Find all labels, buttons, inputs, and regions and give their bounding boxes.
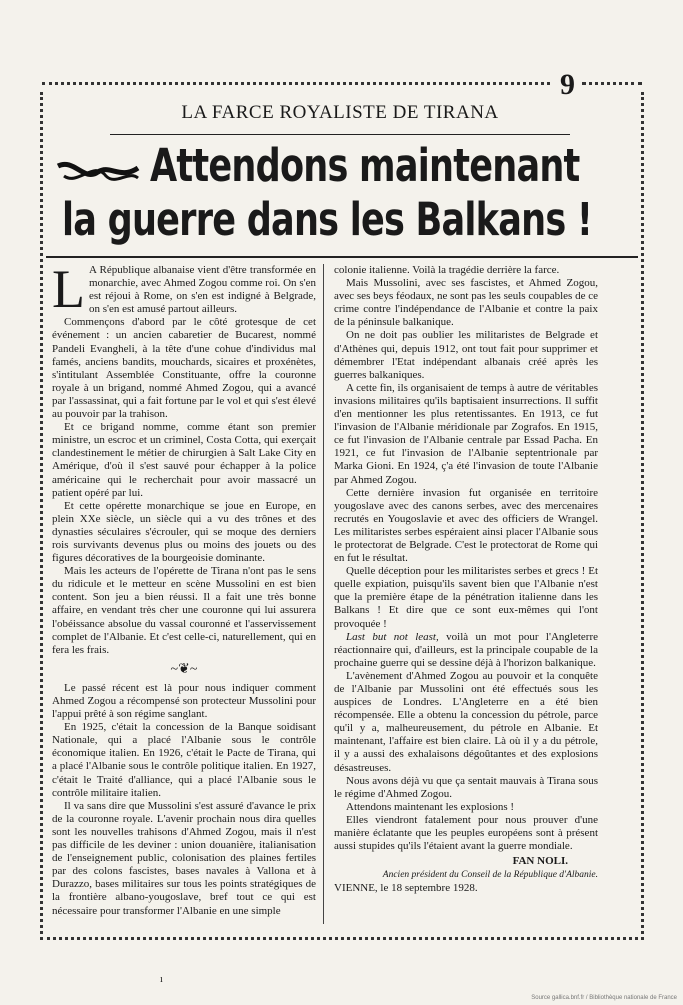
paragraph: Et cette opérette monarchique se joue en Europe, en plein XXe siècle, un siècle qui a vu des trônes et des dynasties séculaires s'écrouler, qui se moque des derniers rois survivants devenus plus ou moins des jouets ou des figures décoratives de la bourgeoisie dominante. <box>52 499 316 565</box>
paragraph: En 1925, c'était la concession de la Banque soidisant Nationale, qui a placé l'Albanie sous le contrôle économique italien. En 1926, c'était le Pacte de Tirana, qui a placé l'Albanie sous le contrôle politique italien. En 1927, c'était le Traité d'alliance, qui a placé l'Albanie sous le contrôle militaire italien. <box>52 721 316 799</box>
headline-line-2: la guerre dans les Balkans ! <box>62 193 593 246</box>
paragraph: Cette dernière invasion fut organisée en territoire yougoslave avec des canons serbes, avec des mercenaires recrutés en Yougoslavie et avec des officiers de Wrangel. Les militaristes serbes espéraient ainsi placer l'Albanie sous le protectorat de Belgrade. C'est le protectorat de Rome qui en fut le résultat. <box>334 486 598 565</box>
page-mark: ı <box>160 974 163 985</box>
paragraph: On ne doit pas oublier les militaristes de Belgrade et d'Athènes qui, depuis 1912, ont tout fait pour supprimer et démembrer l'Etat indépendant albanais créé après les guerres balkaniques. <box>334 329 598 381</box>
paragraph: A cette fin, ils organisaient de temps à autre de véritables invasions militaires qu'ils baptisaient insurrections. Il suffit d'en mentionner les plus retentissantes. En 1913, ce fut l'invasion de l'Albanie méridionale par Zografos. En 1915, ce fut l'invasion de l'Albanie centrale par Essad Pacha. En 1921, ce fut l'invasion de l'Albanie septentrionale par Marka Gioni. En 1924, ç'a été l'invasion de toute l'Albanie par Ahmed Zogou. <box>334 381 598 486</box>
left-column <box>52 259 316 918</box>
top-dotted-rule-right <box>582 82 642 85</box>
swirl-ornament-icon <box>54 156 142 186</box>
author-signature: FAN NOLI. <box>512 855 568 868</box>
paragraph: Mais les acteurs de l'opérette de Tirana n'ont pas le sens du ridicule et le metteur en scène Mussolini en est bien content. Son jeu a bien réussi. Il a fait une très bonne affaire, en vendant très cher une couronne qui lui assurera l'obéissance absolue du vassal couronné et l'asservissement complet de l'Albanie. Et c'est celle-ci, naturellement, qui en fera les frais. <box>52 565 316 656</box>
drop-cap: L <box>52 259 85 319</box>
paragraph: Nous avons déjà vu que ça sentait mauvais à Tirana sous le régime d'Ahmed Zogou. <box>334 774 598 800</box>
paragraph: L'avènement d'Ahmed Zogou au pouvoir et la conquête de l'Albanie par Mussolini ont été effectués sous les auspices de Londres. L'Angleterre en a été bien récompensée. Elle a obtenu la concession du pétrole, parce qu'il y a, malheureusement, du pétrole en Albanie. Et maintenant, l'affaire est bien claire. Là où il y a du pétrole, il y a aussi des exhalaisons dégoûtantes et des explosions désastreuses. <box>334 669 598 774</box>
italic-phrase: Last but not least, <box>346 630 439 643</box>
headline-rule <box>46 256 638 258</box>
paragraph: Elles viendront fatalement pour nous prouver d'une manière éclatante que les peuples européens sont à présent aussi stupides qu'ils l'étaient avant la guerre mondiale. <box>334 813 598 853</box>
dateline: VIENNE, le 18 septembre 1928. <box>334 882 478 895</box>
paragraph: Commençons d'abord par le côté grotesque de cet événement : un ancien cabaretier de Bucarest, nommé Pandeli Evangheli, à la tête d'une cohue d'individus mal famés, anciens bandits, mouchards, sicaires et proxénètes, s'intitulant Assemblée Constituante, offre la couronne royale à un brigand, nommé Ahmed Zogou, qui a avancé par l'assassinat, qui a fait fortune par le vol et qui s'est élevé au pouvoir par la trahison. <box>52 316 316 421</box>
paragraph: Il va sans dire que Mussolini s'est assuré d'avance le prix de la couronne royale. L'avenir prochain nous dira quelles sont les nouvelles trahisons d'Ahmed Zogou, mais il n'est pas difficile de les deviner : union douanière, italianisation de l'enseignement public, colonisation des plaines fertiles par des colons fascistes, bases navales à Vallona et à Durazzo, bases militaires sur tous les points stratégiques de la frontière albano-yougoslave, bref tout ce qui est nécessaire pour transformer l'Albanie en une simple <box>52 799 316 917</box>
headline-line-1: Attendons maintenant <box>150 139 580 192</box>
paragraph-text: voilà un mot pour l'Angleterre réactionnaire qui, d'ailleurs, est la principale coupable de la prochaine guerre qui se dessine déjà à l'horizon balkanique. <box>334 630 599 669</box>
paragraph: colonie italienne. Voilà la tragédie derrière la farce. <box>334 264 560 276</box>
paragraph: Attendons maintenant les explosions ! <box>346 800 515 813</box>
top-dotted-rule <box>42 82 550 85</box>
right-column <box>334 264 598 896</box>
column-divider <box>323 264 324 924</box>
section-ornament-icon: ~❦~ <box>170 661 198 677</box>
page-number: 9 <box>560 68 575 101</box>
source-credit: Source gallica.bnf.fr / Bibliothèque nationale de France <box>531 995 677 1001</box>
paragraph: Le passé récent est là pour nous indiquer comment Ahmed Zogou a récompensé son protecteur Mussolini pour l'appui prêté à son régime sanglant. <box>52 681 316 721</box>
author-title: Ancien président du Conseil de la République d'Albanie. <box>382 870 598 881</box>
paragraph: Et ce brigand nomme, comme étant son premier ministre, un escroc et un criminel, Costa Cotta, qui exerçait clandestinement le métier de chirurgien à Salt Lake City en Amérique, d'où il s'est sauvé pour échapper à la police américaine qui le recherchait pour avoir massacré un patient opéré par lui. <box>52 421 316 499</box>
paragraph: Quelle déception pour les militaristes serbes et grecs ! Et quelle expiation, puisqu'ils savent bien que l'Albanie n'est que la première étape de la pénétration italienne dans les Balkans ! Et dire que ce sont eux-mêmes qui l'ont provoquée ! <box>334 565 598 630</box>
article-kicker: LA FARCE ROYALISTE DE TIRANA <box>181 102 499 123</box>
paragraph: Mais Mussolini, avec ses fascistes, et Ahmed Zogou, avec ses beys féodaux, ne sont pas les seuls coupables de ce crime contre l'indépendance de l'Albanie et contre la paix de la péninsule balkanique. <box>334 277 598 329</box>
paragraph <box>52 259 316 319</box>
kicker-underline <box>110 134 570 135</box>
paragraph-text: A République albanaise vient d'être transformée en monarchie, avec Ahmed Zogou comme roi. On s'en est réjoui à Rome, on s'en est indigné à Belgrade, on s'en est amusé partout ailleurs. <box>89 264 316 316</box>
paragraph <box>334 631 598 670</box>
